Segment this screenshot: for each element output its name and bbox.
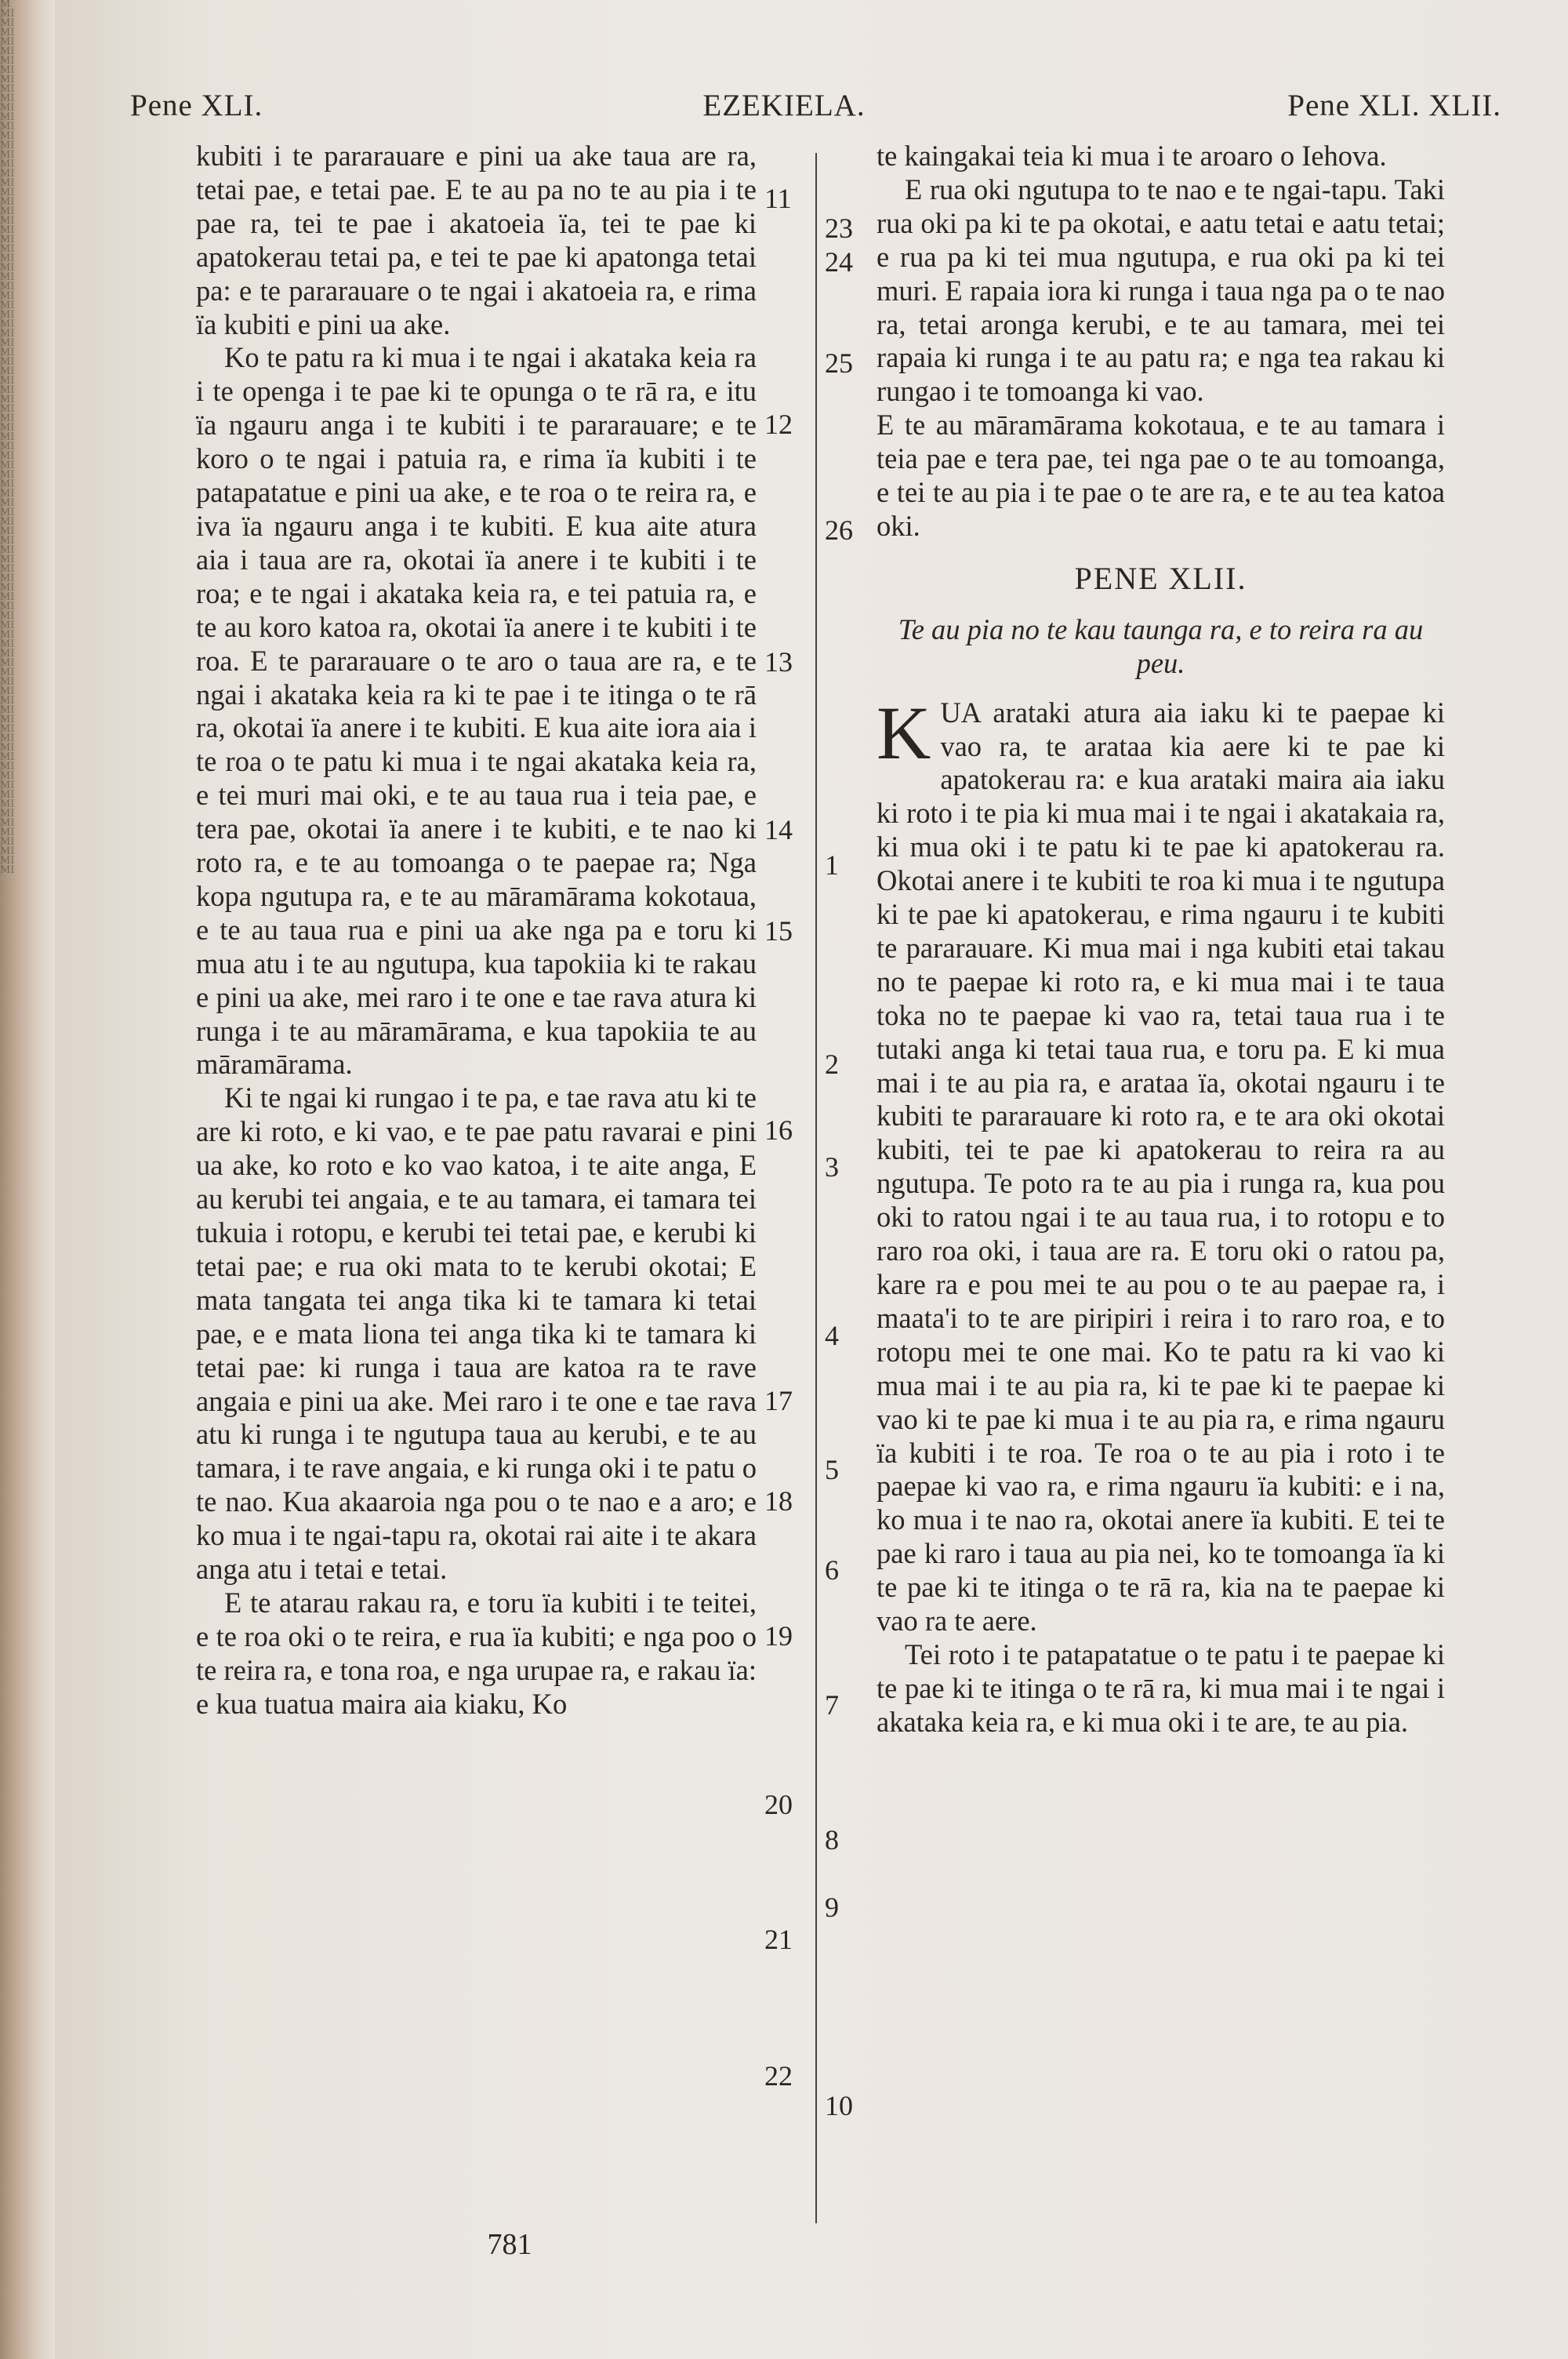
column-divider	[815, 153, 817, 2223]
paragraph-continuation: kubiti i te pararauare e pini ua ake taua are ra, tetai pae, e tetai pae. E te au pa no te au pia i te pae ra, tei te pae i akatoeia ïa, tei te pae ki apatokerau tetai pa, e tei te pae ki apatonga tetai pa: e te pararauare o te ngai i akatoeia ra, e rima ïa kubiti e pini ua ake.	[196, 140, 757, 340]
verse-number: 21	[764, 1924, 793, 1955]
verse-number: 26	[825, 514, 853, 546]
chapter-opening-text: UA arataki atura aia iaku ki te paepae ki vao ra, te arataa kia aere ki te pae ki apatokerau ra: e kua arataki maira aia iaku ki roto i te pia ki mua mai i te ngai i akatakaia ra, ki mua oki i te patu ki te pae ki apatokerau ra. Okotai anere i te kubiti te roa ki mua i te ngutupa ki te pae ki apatokerau, e rima ngauru i te kubiti te pararauare. Ki mua mai i nga kubiti etai takau no te paepae ki roto ra, e ki mua mai i te taua toka no te paepae ki vao ra, tetai taua rua i te tutaki anga ki tetai taua rua, e toru pa. E ki mua mai i te au pia ra, e arataa ïa, okotai ngauru i te kubiti te pararauare ki roto ra, e te ara oki okotai kubiti, tei te pae ki apatokerau to reira ra au ngutupa. Te poto ra te au pia i runga ra, kua pou oki to ratou ngai i te au taua rua, i to rotopu e to raro roa oki, i taua are ra. E toru oki o ratou pa, kare ra e pou mei te au pou o te au paepae ra, i maata'i to te are piripiri i reira i to raro roa, e to rotopu mei te one mai. Ko te patu ra ki vao ki mua mai i te au pia ra, ki te pae ki te paepae ki vao ki te pae ki mua i te au pia ra, e rima ngauru ïa kubiti i te roa. Te roa o te au pia i roto i te paepae ki vao ra, e rima ngauru ïa kubiti: e i na, ko mua i te nao ra, okotai anere ïa kubiti. E tei te pae ki raro i taua au pia nei, ko te tomoanga ïa ki te pae ki te itinga o te rā ra, kia na te paepae ki vao ra te aere.	[877, 696, 1445, 1637]
drop-cap: K	[877, 690, 931, 775]
paragraph-verse-10: Tei roto i te patapatatue o te patu i te paepae ki te pae ki te itinga o te rā ra, ki mua mai i te ngai i akataka keia ra, e ki mua oki i te are, te au pia.	[877, 1637, 1445, 1738]
verse-number: 23	[825, 213, 853, 244]
paragraph-verse-22: E te atarau rakau ra, e toru ïa kubiti i te teitei, e te roa oki o te reira, e rua ïa kubiti; e nga poo o te reira ra, e tona roa, e nga urupae ra, e rakau ïa: e kua tuatua maira aia kiaku, Ko	[196, 1586, 757, 1720]
paragraph-continuation: te kaingakai teia ki mua i te aroaro o Iehova.	[877, 140, 1387, 172]
paragraph-verse-23: E rua oki ngutupa to te nao e te ngai-tapu. Taki rua oki pa ki te pa okotai, e aatu tetai e aatu tetai; e rua pa ki tei mua ngutupa, e rua oki pa ki tei muri. E rapaia iora ki runga i taua nga pa o te nao ra, tetai aronga kerubi, e te au tamara, mei tei rapaia ki runga i te au patu ra; e nga tea rakau ki rungao i te tomoanga ki vao.	[877, 173, 1445, 408]
verse-number: 15	[764, 915, 793, 947]
verse-number: 7	[825, 1689, 839, 1721]
verse-number: 25	[825, 347, 853, 379]
verse-number: 12	[764, 409, 793, 440]
verse-number: 10	[825, 2090, 853, 2121]
verse-number: 17	[764, 1385, 793, 1416]
header-center: EZEKIELA.	[702, 89, 866, 122]
paragraph-verse-12: Ko te patu ra ki mua i te ngai i akataka keia ra i te openga i te pae ki te opunga o te rā ra, e itu ïa ngauru anga i te kubiti i te pararauare; e te koro o te ngai i patuia ra, e rima ïa kubiti i te patapatatue e pini ua ake, e te roa o te reira ra, e iva ïa ngauru anga i te kubiti. E kua aite atura aia i taua are ra, okotai ïa anere i te kubiti i te roa; e te ngai i akataka keia ra, e tei patuia ra, e te au koro katoa ra, okotai ïa anere i te kubiti i te roa. E te pararauare o te aro o taua are ra, e te ngai i akataka keia ra ki te pae i te itinga o te rā ra, okotai ïa anere i te kubiti. E kua aite iora aia i te roa o te patu ki mua i te ngai akataka keia ra, e tei muri mai oki, e te au taua rua i teia pae, e tera pae, okotai ïa anere i te kubiti, e te nao ki roto ra, e te au tomoanga o te paepae ra; Nga kopa ngutupa ra, e te au māramārama kokotaua, e te au taua rua e pini ua ake nga pa e toru ki mua atu i te au ngutupa, kua tapokiia ki te rakau e pini ua ake, mei raro i te one e tae rava atura ki runga i te au māramārama, e kua tapokiia te au māramārama.	[196, 341, 757, 1081]
verse-number: 8	[825, 1824, 839, 1856]
verse-number: 4	[825, 1320, 839, 1351]
verse-number: 22	[764, 2060, 793, 2092]
verse-number: 11	[764, 183, 792, 214]
right-column	[877, 140, 1445, 1739]
chapter-title: PENE XLII.	[1074, 560, 1247, 596]
verse-number: 1	[825, 849, 839, 881]
verse-number: 5	[825, 1454, 839, 1485]
book-binding-gutter	[0, 0, 55, 2359]
verse-number: 18	[764, 1485, 793, 1517]
verse-number: 9	[825, 1892, 839, 1923]
verse-number: 20	[764, 1789, 793, 1820]
paragraph-verse-26: E te au māramārama kokotaua, e te au tamara i teia pae e tera pae, tei nga pae o te au tomoanga, e tei te au pia i te pae o te are ra, e te au tea katoa oki.	[877, 409, 1445, 542]
adjacent-page-edge-text: ΜΜΙΜΙΜΙΜΙΜΙΜΙΜΙΜΙΜΙΜΙΜΙΜΙΜΙΜΙΜΙΜΙΜΙΜΙΜΙΜΙΜΙΜΙΜΙΜΙΜΙΜΙΜΙΜΙΜΙΜΙΜΙΜΙΜΙΜΙΜΙΜΙΜΙΜΙΜΙΜΙΜΙΜΙΜΙΜΙΜΙΜΙΜΙΜΙΜΙΜΙΜΙΜΙΜΙΜΙΜΙΜΙΜΙΜΙΜΙΜΙΜΙΜΙΜΙΜΙΜΙΜΙΜΙΜΙΜΙΜΙΜΙΜΙΜΙΜΙΜΙΜΙΜΙΜΙΜΙΜΙΜΙΜΙΜΙΜΙΜΙΜΙΜΙΜΙΜΙΜΙΜΙΜΙ	[0, 0, 15, 876]
chapter-summary: Te au pia no te kau taunga ra, e to reira ra au peu.	[898, 612, 1424, 679]
left-column	[196, 140, 757, 1721]
verse-number: 3	[825, 1151, 839, 1183]
verse-number: 6	[825, 1554, 839, 1586]
header-right: Pene XLI. XLII.	[1287, 89, 1501, 122]
paragraph-verse-17: Ki te ngai ki rungao i te pa, e tae rava atu ki te are ki roto, e ki vao, e te pae patu ravarai e pini ua ake, ko roto e ko vao katoa, i te aite anga, E au kerubi tei angaia, e te au tamara, ei tamara tei tukuia i rotopu, e kerubi tei tetai pae, e kerubi ki tetai pae; e rua oki mata to te kerubi okotai; E mata tangata tei anga tika ki te tamara ki tetai pae, e e mata liona tei anga tika ki te tamara ki tetai pae: ki runga i taua are katoa ra te rave angaia e pini ua ake. Mei raro i te one e tae rava atu ki runga i te ngutupa taua au kerubi, e te au tamara, i te rave angaia, e ki runga oki i te patu o te nao. Kua akaaroia nga pou o te nao e a aro; e ko mua i te ngai-tapu ra, okotai rai aite i te akara anga atu i tetai e tetai.	[196, 1081, 757, 1586]
header-left: Pene XLI.	[130, 89, 263, 122]
verse-number: 14	[764, 814, 793, 845]
verse-number: 19	[764, 1620, 793, 1652]
verse-number: 2	[825, 1049, 839, 1080]
verse-number: 13	[764, 646, 793, 678]
verse-number: 16	[764, 1114, 793, 1146]
page-number: 781	[487, 2228, 532, 2261]
chapter-opening-paragraph	[877, 690, 1445, 1638]
verse-number: 24	[825, 246, 853, 278]
